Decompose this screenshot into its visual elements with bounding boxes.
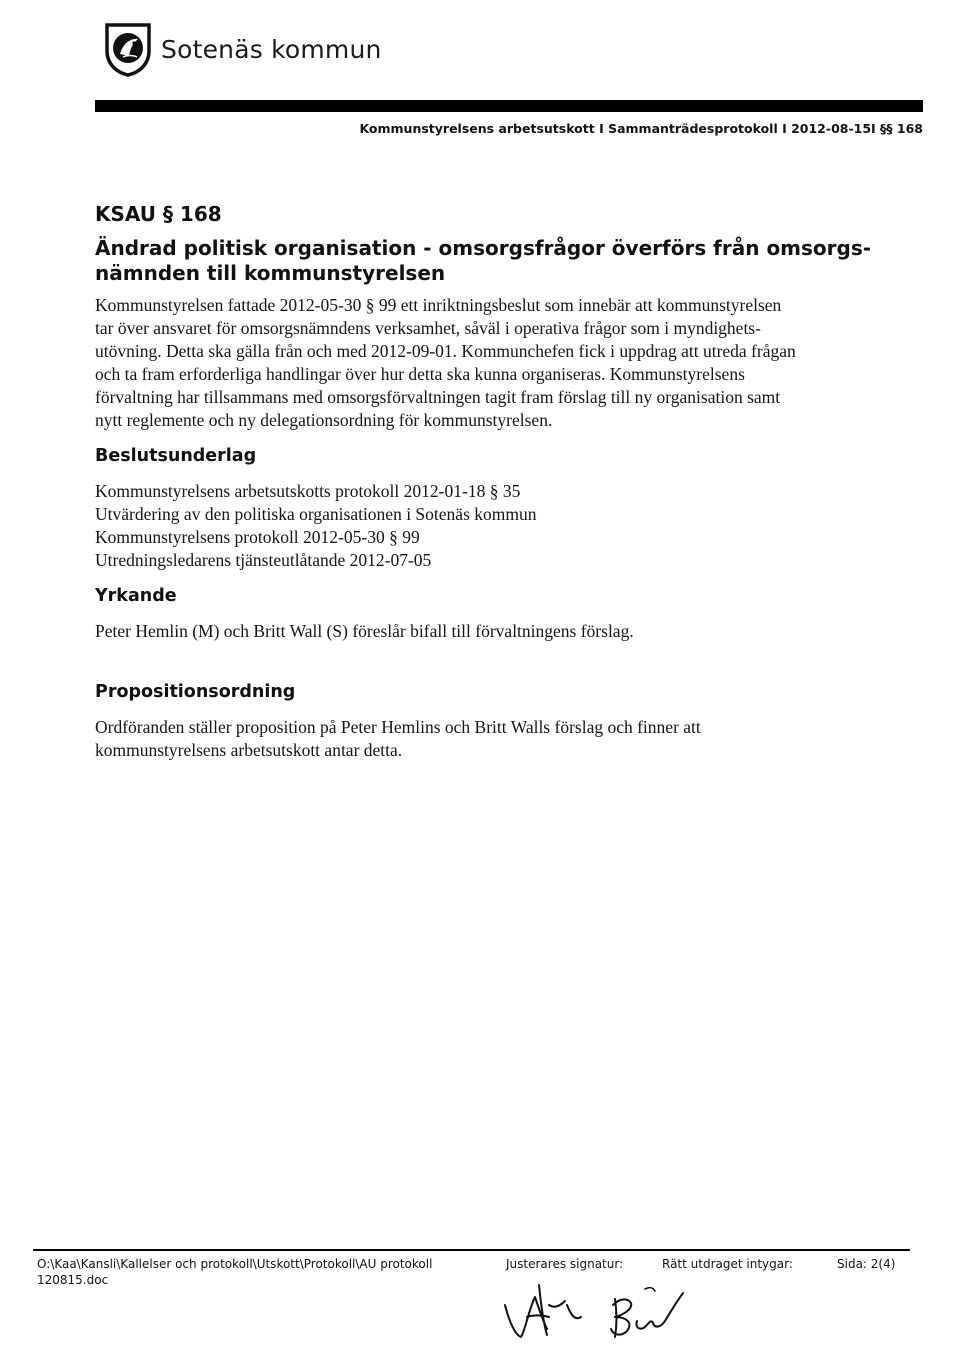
intro-line: nytt reglemente och ny delegationsordning för kommunstyrelsen. — [95, 410, 553, 430]
intro-line: tar över ansvaret för omsorgsnämndens verksamhet, såväl i operativa frågor som i myndighets- — [95, 318, 761, 338]
list-item: Utredningsledarens tjänsteutlåtande 2012-07-05 — [95, 550, 432, 570]
handwritten-signature — [495, 1275, 735, 1345]
proposition-line: kommunstyrelsens arbetsutskott antar detta. — [95, 740, 403, 760]
yrkande-heading: Yrkande — [95, 586, 177, 606]
file-path-line: O:\Kaa\Kansli\Kallelser och protokoll\Utskott\Protokoll\AU protokoll — [37, 1257, 433, 1271]
proposition-line: Ordföranden ställer proposition på Peter Hemlins och Britt Walls förslag och finner att — [95, 717, 701, 737]
file-name-line: 120815.doc — [37, 1273, 109, 1287]
beslutsunderlag-list — [95, 480, 885, 572]
header-rule — [95, 100, 923, 112]
intro-line: utövning. Detta ska gälla från och med 2012-09-01. Kommunchefen fick i uppdrag att utreda frågan — [95, 341, 796, 361]
yrkande-text: Peter Hemlin (M) och Britt Wall (S) föreslår bifall till förvaltningens förslag. — [95, 621, 634, 641]
header-meta: Kommunstyrelsens arbetsutskott I Sammanträdesprotokoll I 2012-08-15I §§ 168 — [359, 121, 923, 136]
municipality-logo — [103, 20, 382, 78]
municipal-shield-icon — [103, 21, 153, 77]
list-item: Kommunstyrelsens protokoll 2012-05-30 § 99 — [95, 527, 420, 547]
footer-ratt-utdraget-label: Rätt utdraget intygar: — [662, 1257, 793, 1271]
footer-rule — [33, 1249, 910, 1251]
logo-text: Sotenäs kommun — [161, 34, 382, 64]
list-item: Utvärdering av den politiska organisationen i Sotenäs kommun — [95, 504, 537, 524]
document-title-text: Ändrad politisk organisation - omsorgsfrågor överförs från omsorgs-nämnden till kommunstyrelsen — [95, 236, 872, 285]
footer-file-path — [37, 1256, 487, 1288]
propositionsordning-text — [95, 716, 885, 762]
intro-line: förvaltning har tillsammans med omsorgsförvaltningen tagit fram förslag till ny organisation samt — [95, 387, 781, 407]
propositionsordning-heading: Propositionsordning — [95, 682, 296, 702]
intro-paragraph — [95, 294, 885, 432]
footer-justerares-label: Justerares signatur: — [506, 1257, 624, 1271]
document-title — [95, 236, 885, 286]
paragraph-number: KSAU § 168 — [95, 202, 222, 226]
beslutsunderlag-heading: Beslutsunderlag — [95, 446, 257, 466]
list-item: Kommunstyrelsens arbetsutskotts protokoll 2012-01-18 § 35 — [95, 481, 521, 501]
intro-line: Kommunstyrelsen fattade 2012-05-30 § 99 ett inriktningsbeslut som innebär att kommunstyrelsen — [95, 295, 782, 315]
intro-line: och ta fram erforderliga handlingar över hur detta ska kunna organiseras. Kommunstyrelsens — [95, 364, 745, 384]
footer-page-number: Sida: 2(4) — [837, 1257, 896, 1271]
